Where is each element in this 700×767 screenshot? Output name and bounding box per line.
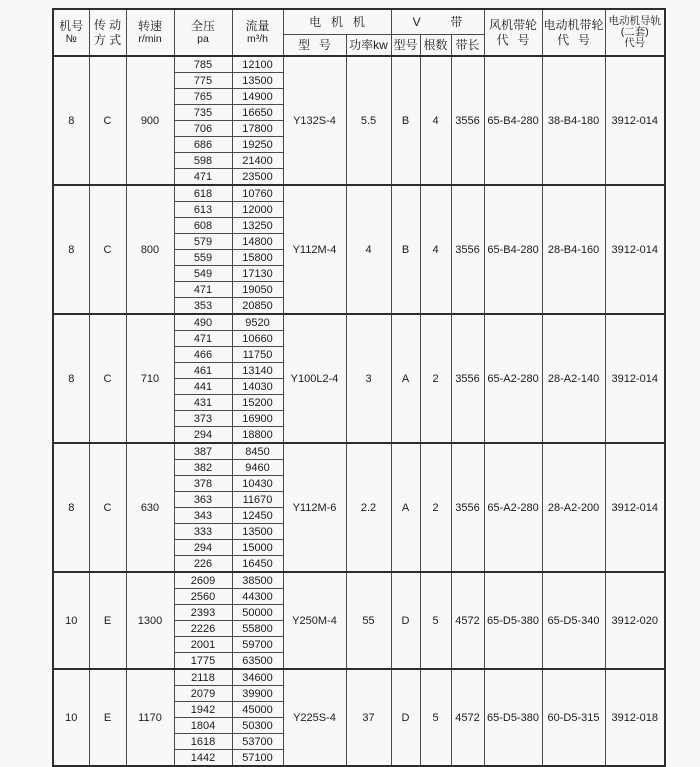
- machine-size-cell: 8: [53, 314, 89, 443]
- flow-cell: 9520: [232, 314, 283, 331]
- header-flow-line1: 流量: [245, 19, 270, 34]
- flow-cell: 18800: [232, 427, 283, 444]
- speed-cell: 1170: [126, 669, 174, 766]
- belt-model-cell: D: [391, 572, 420, 669]
- drive-mode-cell: C: [89, 443, 126, 572]
- header-speed: [126, 9, 174, 56]
- motor-model-cell: Y112M-4: [283, 185, 346, 314]
- drive-mode-cell: E: [89, 669, 126, 766]
- motor-power-cell: 37: [346, 669, 391, 766]
- flow-cell: 63500: [232, 653, 283, 670]
- flow-cell: 13250: [232, 218, 283, 234]
- flow-cell: 13500: [232, 73, 283, 89]
- header-motor-rail-line1: 电动机导轨: [608, 14, 662, 27]
- header-drive-line2: 方 式: [93, 32, 122, 47]
- fan-pulley-cell: 65-A2-280: [484, 443, 542, 572]
- flow-cell: 44300: [232, 589, 283, 605]
- header-motor-pulley: [542, 9, 605, 56]
- pressure-cell: 471: [174, 331, 232, 347]
- flow-cell: 14900: [232, 89, 283, 105]
- header-flow-line2: m³/h: [247, 33, 268, 46]
- machine-size-cell: 8: [53, 56, 89, 185]
- motor-model-cell: Y112M-6: [283, 443, 346, 572]
- pressure-cell: 2560: [174, 589, 232, 605]
- belt-count-cell: 5: [420, 572, 451, 669]
- pressure-cell: 431: [174, 395, 232, 411]
- belt-count-cell: 4: [420, 185, 451, 314]
- header-fan-pulley-line1: 风机带轮: [489, 18, 538, 33]
- pressure-cell: 1804: [174, 718, 232, 734]
- pressure-cell: 608: [174, 218, 232, 234]
- header-motor-model: 型 号: [283, 34, 346, 56]
- header-machine-no-line1: 机号: [59, 19, 84, 34]
- pressure-cell: 613: [174, 202, 232, 218]
- motor-pulley-cell: 28-A2-200: [542, 443, 605, 572]
- belt-length-cell: 4572: [451, 572, 484, 669]
- table-body: [53, 56, 665, 766]
- header-pressure-line2: pa: [197, 33, 209, 46]
- pressure-cell: 2226: [174, 621, 232, 637]
- speed-cell: 900: [126, 56, 174, 185]
- header-motor-pulley-line2: 代 号: [557, 32, 590, 47]
- belt-count-cell: 4: [420, 56, 451, 185]
- motor-model-cell: Y250M-4: [283, 572, 346, 669]
- pressure-cell: 549: [174, 266, 232, 282]
- belt-length-cell: 3556: [451, 185, 484, 314]
- rail-code-cell: 3912-014: [605, 314, 665, 443]
- flow-cell: 11670: [232, 492, 283, 508]
- flow-cell: 57100: [232, 750, 283, 767]
- flow-cell: 8450: [232, 443, 283, 460]
- flow-cell: 10760: [232, 185, 283, 202]
- pressure-cell: 618: [174, 185, 232, 202]
- rail-code-cell: 3912-018: [605, 669, 665, 766]
- table-row: [53, 56, 665, 73]
- flow-cell: 12100: [232, 56, 283, 73]
- header-motor-power: 功率kw: [346, 34, 391, 56]
- motor-power-cell: 2.2: [346, 443, 391, 572]
- flow-cell: 15800: [232, 250, 283, 266]
- flow-cell: 20850: [232, 298, 283, 315]
- flow-cell: 14800: [232, 234, 283, 250]
- belt-model-cell: A: [391, 314, 420, 443]
- flow-cell: 19050: [232, 282, 283, 298]
- belt-model-cell: B: [391, 56, 420, 185]
- flow-cell: 10430: [232, 476, 283, 492]
- pressure-cell: 378: [174, 476, 232, 492]
- machine-size-cell: 8: [53, 185, 89, 314]
- flow-cell: 59700: [232, 637, 283, 653]
- machine-size-cell: 10: [53, 572, 89, 669]
- motor-pulley-cell: 28-B4-160: [542, 185, 605, 314]
- flow-cell: 10660: [232, 331, 283, 347]
- header-motor-group: 电 机 机: [283, 9, 391, 34]
- flow-cell: 15000: [232, 540, 283, 556]
- pressure-cell: 598: [174, 153, 232, 169]
- pressure-cell: 387: [174, 443, 232, 460]
- flow-cell: 50000: [232, 605, 283, 621]
- flow-cell: 15200: [232, 395, 283, 411]
- belt-count-cell: 2: [420, 443, 451, 572]
- flow-cell: 13140: [232, 363, 283, 379]
- header-belt-count: 根数: [420, 34, 451, 56]
- motor-power-cell: 55: [346, 572, 391, 669]
- pressure-cell: 471: [174, 282, 232, 298]
- table-row: [53, 669, 665, 686]
- rail-code-cell: 3912-020: [605, 572, 665, 669]
- pressure-cell: 294: [174, 540, 232, 556]
- flow-cell: 17800: [232, 121, 283, 137]
- pressure-cell: 363: [174, 492, 232, 508]
- pressure-cell: 1442: [174, 750, 232, 767]
- header-speed-line1: 转速: [137, 19, 162, 34]
- pressure-cell: 775: [174, 73, 232, 89]
- pressure-cell: 686: [174, 137, 232, 153]
- flow-cell: 13500: [232, 524, 283, 540]
- header-fan-pulley: [484, 9, 542, 56]
- flow-cell: 53700: [232, 734, 283, 750]
- fan-pulley-cell: 65-D5-380: [484, 572, 542, 669]
- motor-pulley-cell: 65-D5-340: [542, 572, 605, 669]
- belt-length-cell: 4572: [451, 669, 484, 766]
- motor-pulley-cell: 60-D5-315: [542, 669, 605, 766]
- header-belt-length: 带长: [451, 34, 484, 56]
- speed-cell: 630: [126, 443, 174, 572]
- belt-length-cell: 3556: [451, 56, 484, 185]
- flow-cell: 14030: [232, 379, 283, 395]
- flow-cell: 21400: [232, 153, 283, 169]
- pressure-cell: 2118: [174, 669, 232, 686]
- pressure-cell: 294: [174, 427, 232, 444]
- drive-mode-cell: E: [89, 572, 126, 669]
- pressure-cell: 353: [174, 298, 232, 315]
- pressure-cell: 466: [174, 347, 232, 363]
- belt-model-cell: A: [391, 443, 420, 572]
- fan-spec-table: [52, 8, 666, 767]
- table-row: [53, 314, 665, 331]
- belt-model-cell: B: [391, 185, 420, 314]
- belt-model-cell: D: [391, 669, 420, 766]
- pressure-cell: 559: [174, 250, 232, 266]
- motor-pulley-cell: 28-A2-140: [542, 314, 605, 443]
- header-belt-model: 型号: [391, 34, 420, 56]
- pressure-cell: 2609: [174, 572, 232, 589]
- motor-power-cell: 3: [346, 314, 391, 443]
- pressure-cell: 333: [174, 524, 232, 540]
- fan-pulley-cell: 65-A2-280: [484, 314, 542, 443]
- speed-cell: 1300: [126, 572, 174, 669]
- table-header: [53, 9, 665, 56]
- flow-cell: 12450: [232, 508, 283, 524]
- header-motor-rail: [605, 9, 665, 56]
- table-row: [53, 443, 665, 460]
- flow-cell: 38500: [232, 572, 283, 589]
- table-row: [53, 572, 665, 589]
- fan-pulley-cell: 65-B4-280: [484, 185, 542, 314]
- pressure-cell: 382: [174, 460, 232, 476]
- header-motor-pulley-line1: 电动机带轮: [543, 18, 604, 33]
- drive-mode-cell: C: [89, 185, 126, 314]
- header-flow: [232, 9, 283, 56]
- header-drive-mode: [89, 9, 126, 56]
- flow-cell: 16650: [232, 105, 283, 121]
- speed-cell: 800: [126, 185, 174, 314]
- pressure-cell: 471: [174, 169, 232, 186]
- pressure-cell: 1942: [174, 702, 232, 718]
- pressure-cell: 373: [174, 411, 232, 427]
- pressure-cell: 441: [174, 379, 232, 395]
- header-machine-no-line2: №: [65, 33, 77, 46]
- pressure-cell: 706: [174, 121, 232, 137]
- flow-cell: 9460: [232, 460, 283, 476]
- rail-code-cell: 3912-014: [605, 56, 665, 185]
- pressure-cell: 1775: [174, 653, 232, 670]
- pressure-cell: 785: [174, 56, 232, 73]
- motor-power-cell: 4: [346, 185, 391, 314]
- header-drive-line1: 传 动: [93, 18, 122, 33]
- pressure-cell: 2393: [174, 605, 232, 621]
- pressure-cell: 2001: [174, 637, 232, 653]
- rail-code-cell: 3912-014: [605, 443, 665, 572]
- speed-cell: 710: [126, 314, 174, 443]
- flow-cell: 11750: [232, 347, 283, 363]
- pressure-cell: 735: [174, 105, 232, 121]
- flow-cell: 17130: [232, 266, 283, 282]
- flow-cell: 45000: [232, 702, 283, 718]
- belt-length-cell: 3556: [451, 314, 484, 443]
- machine-size-cell: 10: [53, 669, 89, 766]
- flow-cell: 19250: [232, 137, 283, 153]
- header-fan-pulley-line2: 代 号: [496, 32, 530, 47]
- motor-pulley-cell: 38-B4-180: [542, 56, 605, 185]
- fan-pulley-cell: 65-B4-280: [484, 56, 542, 185]
- pressure-cell: 2079: [174, 686, 232, 702]
- belt-length-cell: 3556: [451, 443, 484, 572]
- motor-model-cell: Y225S-4: [283, 669, 346, 766]
- pressure-cell: 765: [174, 89, 232, 105]
- header-speed-line2: r/min: [138, 33, 162, 46]
- motor-power-cell: 5.5: [346, 56, 391, 185]
- pressure-cell: 461: [174, 363, 232, 379]
- table-row: [53, 185, 665, 202]
- drive-mode-cell: C: [89, 56, 126, 185]
- drive-mode-cell: C: [89, 314, 126, 443]
- header-machine-no: [53, 9, 89, 56]
- header-motor-rail-line3: 代号: [624, 37, 646, 49]
- flow-cell: 34600: [232, 669, 283, 686]
- fan-pulley-cell: 65-D5-380: [484, 669, 542, 766]
- pressure-cell: 226: [174, 556, 232, 573]
- flow-cell: 39900: [232, 686, 283, 702]
- pressure-cell: 343: [174, 508, 232, 524]
- pressure-cell: 490: [174, 314, 232, 331]
- header-vbelt-group: V 带: [391, 9, 484, 34]
- flow-cell: 16450: [232, 556, 283, 573]
- pressure-cell: 579: [174, 234, 232, 250]
- pressure-cell: 1618: [174, 734, 232, 750]
- flow-cell: 55800: [232, 621, 283, 637]
- flow-cell: 12000: [232, 202, 283, 218]
- belt-count-cell: 2: [420, 314, 451, 443]
- header-motor-rail-line2: (二套): [620, 25, 649, 38]
- flow-cell: 16900: [232, 411, 283, 427]
- motor-model-cell: Y132S-4: [283, 56, 346, 185]
- motor-model-cell: Y100L2-4: [283, 314, 346, 443]
- machine-size-cell: 8: [53, 443, 89, 572]
- flow-cell: 50300: [232, 718, 283, 734]
- header-pressure: [174, 9, 232, 56]
- rail-code-cell: 3912-014: [605, 185, 665, 314]
- header-pressure-line1: 全压: [190, 19, 215, 34]
- belt-count-cell: 5: [420, 669, 451, 766]
- flow-cell: 23500: [232, 169, 283, 186]
